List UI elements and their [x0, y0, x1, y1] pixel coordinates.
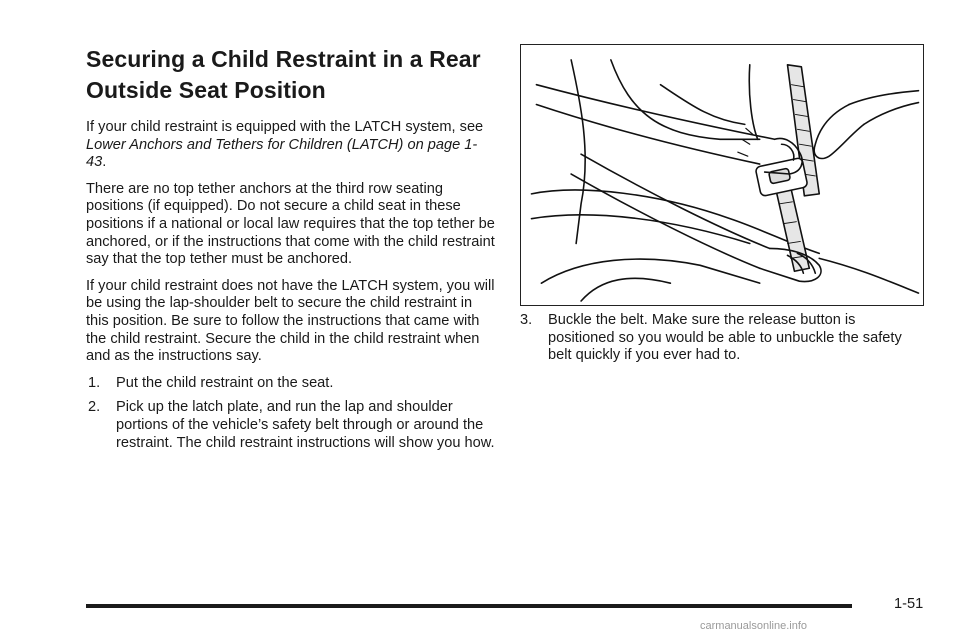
- seat-outline: [749, 65, 757, 139]
- seat-outline: [611, 60, 760, 139]
- buckle-illustration: [520, 44, 924, 306]
- seat-outline: [531, 215, 749, 244]
- left-arm: [536, 85, 774, 140]
- step-text: Pick up the latch plate, and run the lap and shoulder portions of the vehicle’s safety belt through or around the restraint. The child restraint instructions will show you how.: [116, 399, 495, 451]
- seat-outline: [819, 258, 918, 293]
- seat-outline: [581, 278, 670, 301]
- step-2: [86, 399, 496, 452]
- page-number: 1-51: [894, 596, 924, 612]
- right-arm: [864, 103, 919, 125]
- intro-end: .: [102, 154, 107, 171]
- left-hand: [782, 144, 794, 160]
- step-3: [520, 312, 924, 365]
- watermark: carmanualsonline.info: [700, 620, 808, 632]
- step-text: Buckle the belt. Make sure the release button is positioned so you would be able to unbuckle the safety belt quickly if you ever had to.: [548, 312, 902, 364]
- tether-paragraph: There are no top tether anchors at the third row seating positions (if equipped). Do not secure a child seat in these positions if a national or local law requires that the top tether be anchored, or if the instructions that come with the child restraint say that the top tether must be anchored.: [86, 180, 495, 268]
- latch-page-reference[interactable]: Lower Anchors and Tethers for Children (LATCH) on page 1-43: [86, 136, 478, 171]
- seat-outline: [571, 60, 585, 244]
- step-number: 3.: [520, 312, 533, 328]
- seat-belt-buckle-drawing: [521, 45, 923, 305]
- step-text: Put the child restraint on the seat.: [116, 374, 334, 391]
- footer-rule: [86, 604, 852, 608]
- no-latch-paragraph: If your child restraint does not have the LATCH system, you will be using the lap-shoulder belt to secure the child restraint in this position. Be sure to follow the instructions that came with the child restraint. Secure the child in the child restraint when and as the instructions say.: [86, 277, 495, 365]
- right-column: [520, 44, 924, 372]
- step-number: 1.: [88, 374, 101, 391]
- lower-arm: [571, 174, 760, 268]
- step-number: 2.: [88, 399, 101, 416]
- left-column: [86, 44, 496, 459]
- right-hand: [814, 105, 864, 159]
- intro-text: If your child restraint is equipped with the LATCH system, see: [86, 119, 484, 135]
- lower-arm: [581, 154, 770, 248]
- seat-outline: [531, 190, 819, 253]
- right-arm: [849, 91, 918, 105]
- left-arm: [536, 105, 759, 165]
- intro-paragraph: [86, 119, 496, 172]
- page-title: Securing a Child Restraint in a Rear Outside Seat Position: [86, 46, 481, 103]
- step-1: [86, 375, 496, 393]
